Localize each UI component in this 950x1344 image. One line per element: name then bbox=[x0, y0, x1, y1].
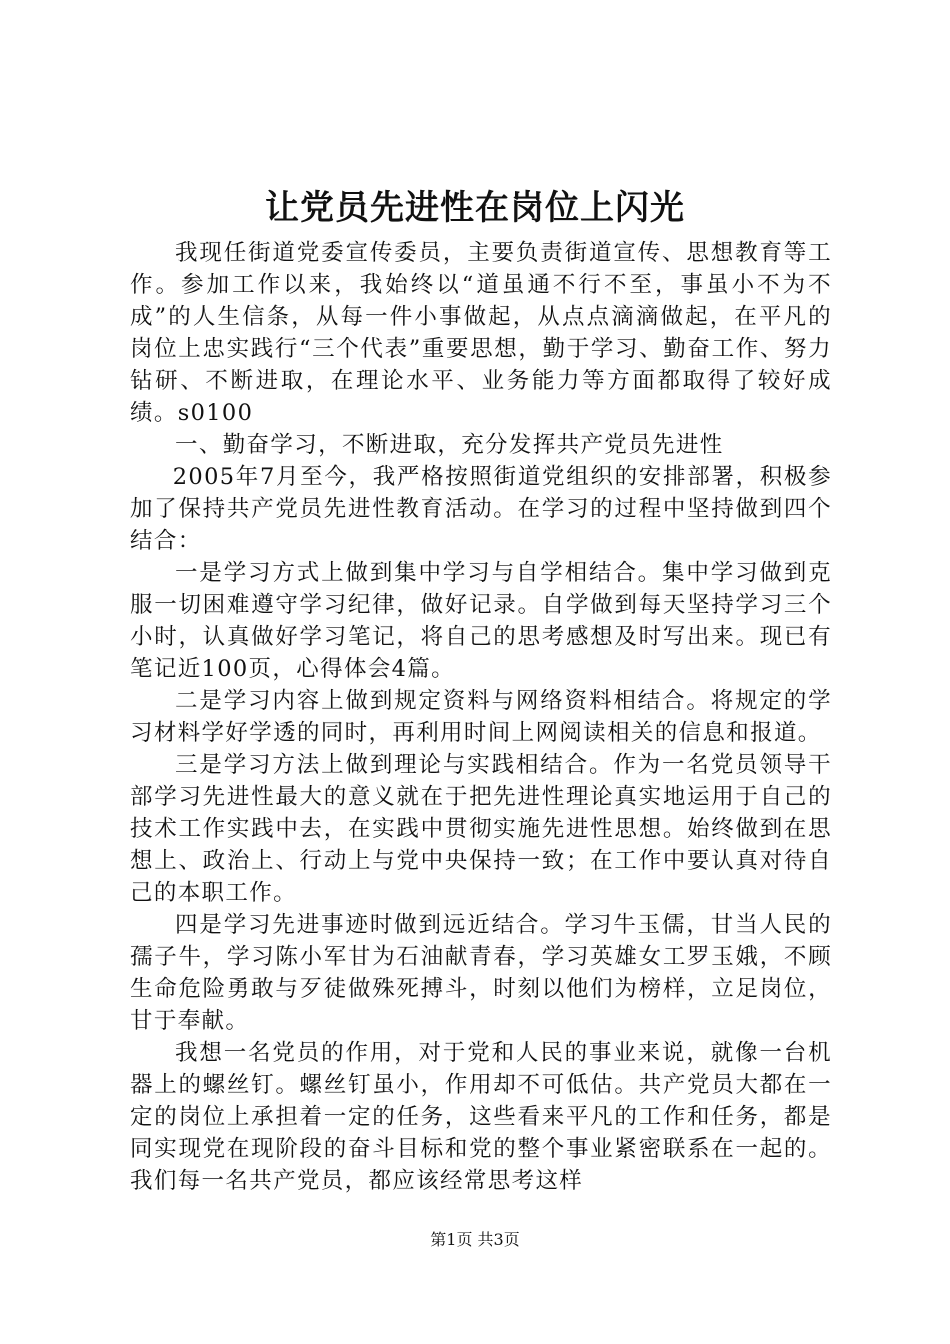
paragraph-combination-4: 四是学习先进事迹时做到远近结合。学习牛玉儒，甘当人民的孺子牛，学习陈小军甘为石油献青春，学习英雄女工罗玉娥，不顾生命危险勇敢与歹徒做殊死搏斗，时刻以他们为榜样，立足岗位，甘于奉献。 bbox=[130, 912, 832, 1034]
paragraph-combination-1: 一是学习方式上做到集中学习与自学相结合。集中学习做到克服一切困难遵守学习纪律，做好记录。自学做到每天坚持学习三个小时，认真做好学习笔记，将自己的思考感想及时写出来。现已有笔记近100页，心得体会4篇。 bbox=[130, 560, 832, 682]
paragraph-intro: 我现任街道党委宣传委员，主要负责街道宣传、思想教育等工作。参加工作以来，我始终以“道虽通不行不至，事虽小不为不成”的人生信条，从每一件小事做起，从点点滴滴做起，在平凡的岗位上忠实践行“三个代表”重要思想，勤于学习、勤奋工作、努力钻研、不断进取，在理论水平、业务能力等方面都取得了较好成绩。s0100 bbox=[130, 240, 832, 426]
document-body bbox=[130, 237, 832, 1197]
paragraph-study-activity: 2005年7月至今，我严格按照街道党组织的安排部署，积极参加了保持共产党员先进性教育活动。在学习的过程中坚持做到四个结合： bbox=[130, 464, 832, 554]
paragraph-combination-3: 三是学习方法上做到理论与实践相结合。作为一名党员领导干部学习先进性最大的意义就在于把先进性理论真实地运用于自己的技术工作实践中去，在实践中贯彻实施先进性思想。始终做到在思想上、政治上、行动上与党中央保持一致；在工作中要认真对待自己的本职工作。 bbox=[130, 752, 832, 906]
page-number-footer: 第1页 共3页 bbox=[430, 1230, 520, 1249]
section-heading-1: 一、勤奋学习，不断进取，充分发挥共产党员先进性 bbox=[175, 432, 724, 458]
paragraph-screw-analogy: 我想一名党员的作用，对于党和人民的事业来说，就像一台机器上的螺丝钉。螺丝钉虽小，作用却不可低估。共产党员大都在一定的岗位上承担着一定的任务，这些看来平凡的工作和任务，都是同实现党在现阶段的奋斗目标和党的整个事业紧密联系在一起的。我们每一名共产党员，都应该经常思考这样 bbox=[130, 1040, 832, 1194]
paragraph-combination-2: 二是学习内容上做到规定资料与网络资料相结合。将规定的学习材料学好学透的同时，再利用时间上网阅读相关的信息和报道。 bbox=[130, 688, 832, 746]
document-title: 让党员先进性在岗位上闪光 bbox=[265, 188, 685, 228]
